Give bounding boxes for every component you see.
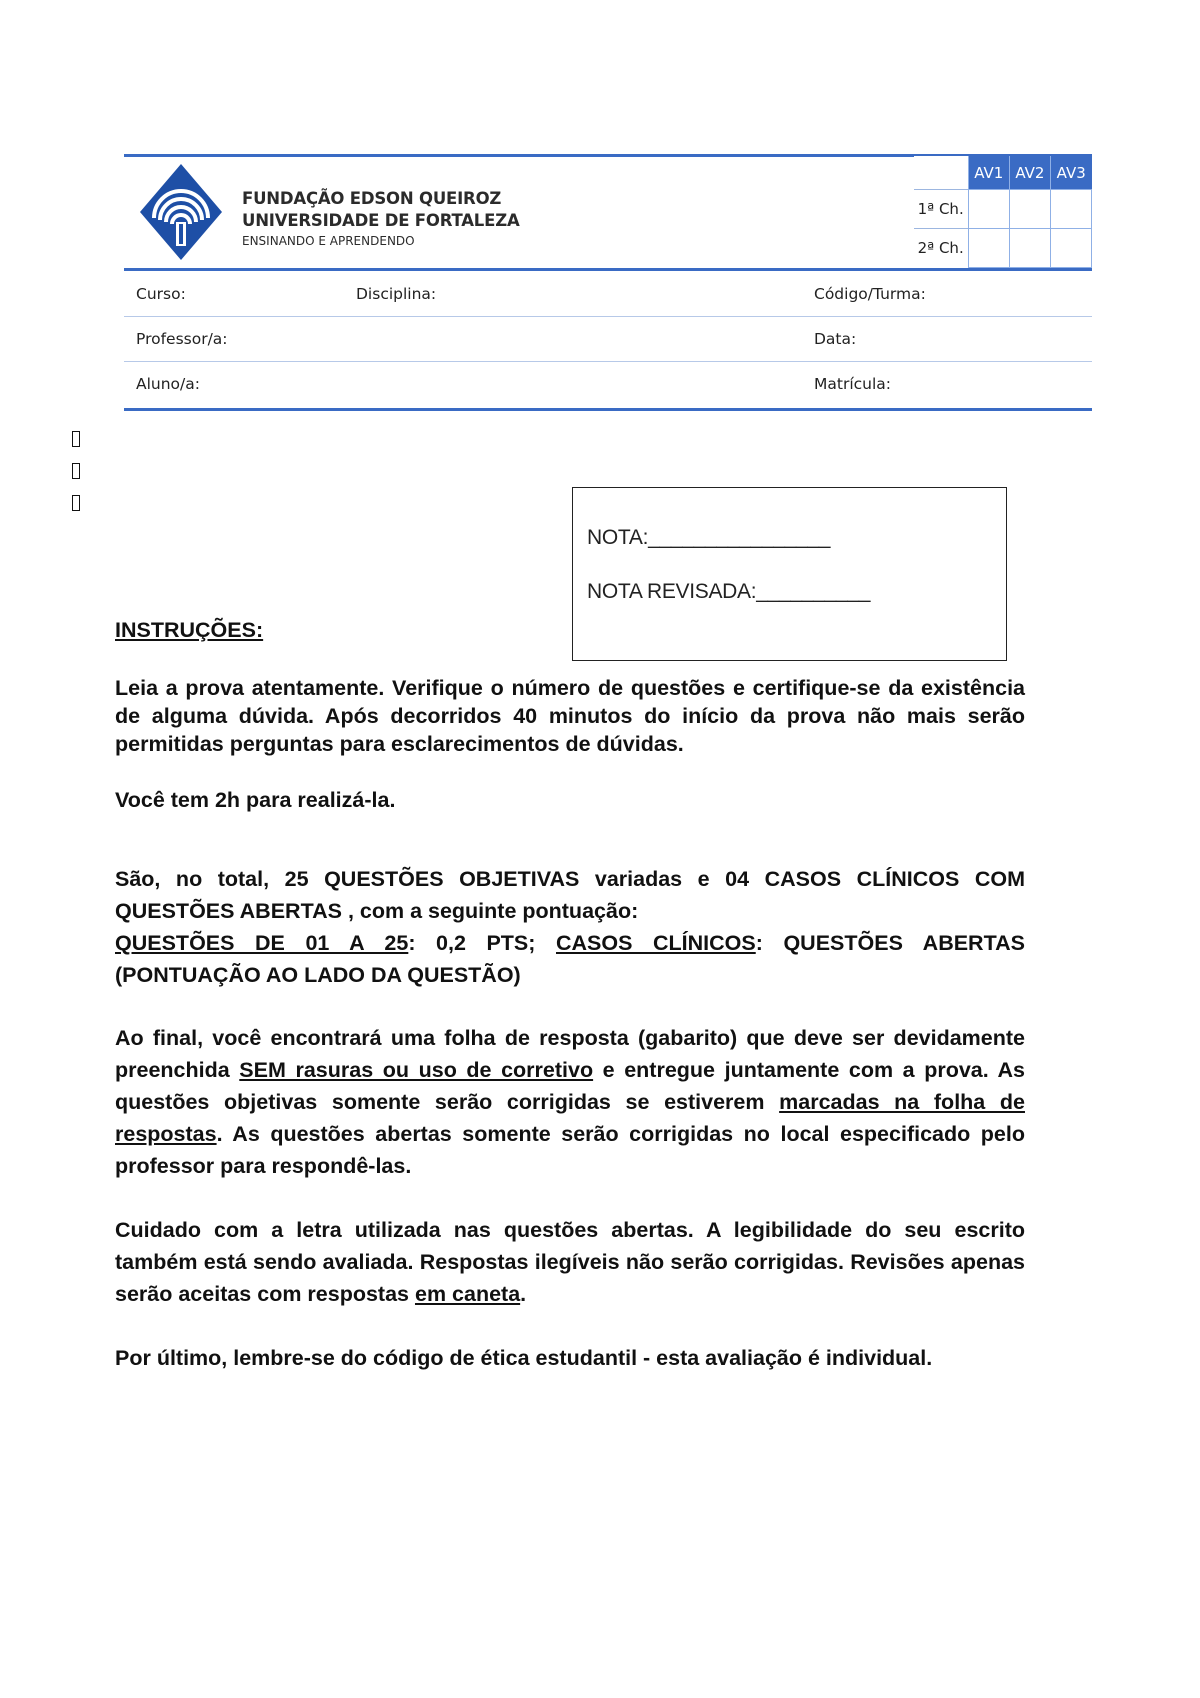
grade-cell-av1-1ch[interactable] [968, 190, 1009, 229]
professor-label: Professor/a: [136, 330, 228, 348]
missing-glyph-icon [72, 463, 80, 479]
institution-branding [138, 162, 1038, 268]
no-erasures-note: SEM rasuras ou uso de corretivo [239, 1058, 594, 1082]
university-name: UNIVERSIDADE DE FORTALEZA [242, 211, 520, 230]
grade-cell-av3-2ch[interactable] [1050, 229, 1091, 268]
grade-cell-av3-1ch[interactable] [1050, 190, 1091, 229]
missing-glyph-icon [72, 431, 80, 447]
instructions-paragraph-2: Você tem 2h para realizá-la. [115, 788, 396, 812]
missing-glyph-icon [72, 495, 80, 511]
clinical-points: : QUESTÕES ABERTAS (PONTUAÇÃO AO LADO DA QUESTÃO) [115, 931, 1025, 987]
instructions-paragraph-7: Por último, lembre-se do código de ética estudantil - esta avaliação é individual. [115, 1346, 933, 1370]
instructions-paragraph-6 [115, 1214, 1025, 1310]
objective-range: QUESTÕES DE 01 A 25 [115, 931, 409, 955]
row-label-1ch: 1ª Ch. [914, 190, 968, 229]
institution-name [242, 188, 520, 249]
column-av2: AV2 [1009, 156, 1050, 190]
answer-sheet-text: e entregue juntamente com a prova. As questões objetivas somente serão corrigidas se estiverem [115, 1058, 1025, 1114]
aluno-label: Aluno/a: [136, 375, 200, 393]
field-row-student [124, 361, 1092, 405]
grade-box [572, 487, 1007, 661]
matricula-label: Matrícula: [814, 375, 892, 393]
data-label: Data: [814, 330, 857, 348]
instructions-paragraph-4 [115, 927, 1025, 991]
codigo-turma-label: Código/Turma: [814, 285, 926, 303]
grade-table [914, 156, 1092, 268]
field-row-course [124, 271, 1092, 315]
pen-note: em caneta [414, 1282, 521, 1306]
legibility-text: Cuidado com a letra utilizada nas questões abertas. A legibilidade do seu escrito também está sendo avaliada. Respostas ilegíveis não serão corrigidas. Revisões apenas serão aceitas com respostas [115, 1218, 1025, 1306]
institution-motto: ENSINANDO E APRENDENDO [242, 234, 415, 248]
unifor-logo-icon [138, 162, 224, 262]
grade-cell-av2-2ch[interactable] [1009, 229, 1050, 268]
nota-field: NOTA:________________ [587, 526, 831, 549]
nota-revisada-field: NOTA REVISADA:__________ [587, 580, 871, 603]
instructions-paragraph-1: Leia a prova atentamente. Verifique o número de questões e certifique-se da existência de alguma dúvida. Após decorridos 40 minutos do início da prova não mais serão permitidas perguntas para esclarecimentos de dúvidas. [115, 676, 1025, 756]
instructions-paragraph-3: São, no total, 25 QUESTÕES OBJETIVAS variadas e 04 CASOS CLÍNICOS COM QUESTÕES ABERTAS , com a seguinte pontuação: [115, 867, 1025, 923]
clinical-cases: CASOS CLÍNICOS [556, 931, 756, 955]
instructions-title: INSTRUÇÕES: [115, 618, 264, 642]
legibility-text: . [520, 1282, 527, 1306]
field-row-professor [124, 316, 1092, 360]
column-av3: AV3 [1050, 156, 1091, 190]
instructions-paragraph-5 [115, 1022, 1025, 1182]
answer-sheet-text: Ao final, você encontrará uma folha de resposta (gabarito) que deve ser devidamente preenchida [115, 1026, 1025, 1082]
grade-cell-av1-2ch[interactable] [968, 229, 1009, 268]
answer-sheet-text: . As questões abertas somente serão corrigidas no local especificado pelo professor para respondê-las. [115, 1122, 1025, 1178]
foundation-name: FUNDAÇÃO EDSON QUEIROZ [242, 189, 502, 208]
row-label-2ch: 2ª Ch. [914, 229, 968, 268]
answer-sheet-note: marcadas na folha de respostas [115, 1090, 1025, 1146]
header-bottom-rule [124, 408, 1092, 411]
objective-points: : 0,2 PTS; [408, 931, 556, 955]
column-av1: AV1 [968, 156, 1009, 190]
disciplina-label: Disciplina: [356, 285, 437, 303]
curso-label: Curso: [136, 285, 186, 303]
grade-cell-av2-1ch[interactable] [1009, 190, 1050, 229]
